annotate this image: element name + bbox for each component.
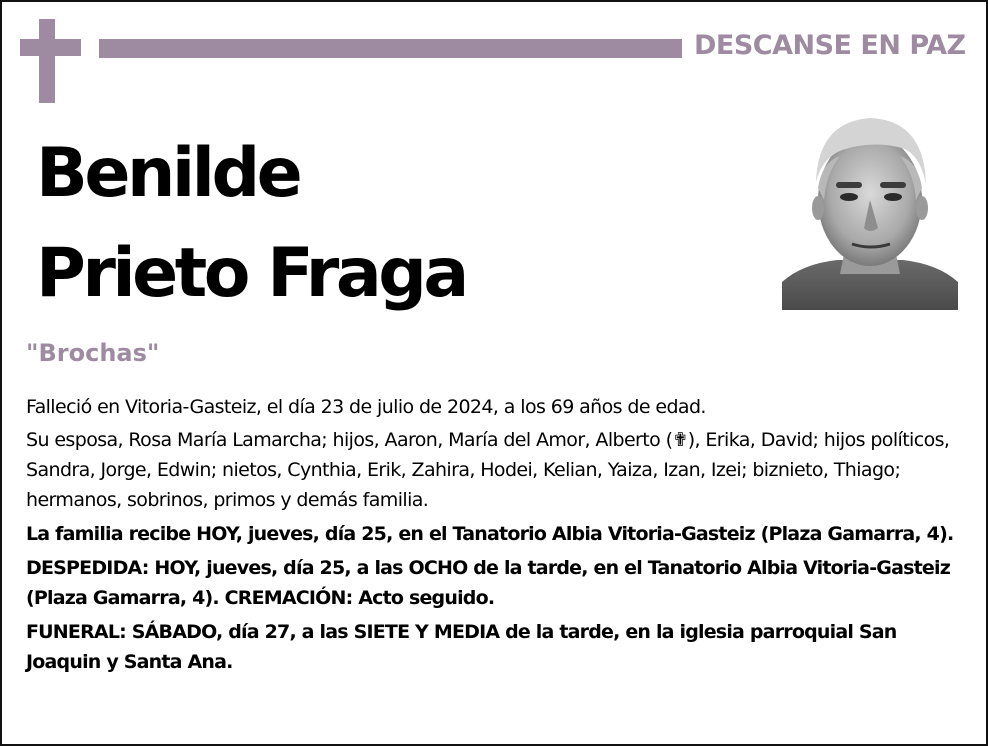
obituary-body <box>26 392 961 677</box>
family-list: Su esposa, Rosa María Lamarcha; hijos, Aaron, María del Amor, Alberto (✟), Erika, David; hijos políticos, Sandra, Jorge, Edwin; nietos, Cynthia, Erik, Zahira, Hodei, Kelian, Yaiza, Izan, Izei; biznieto, Thiago; hermanos, sobrinos, primos y demás familia. <box>26 429 950 511</box>
funeral-notice: FUNERAL: SÁBADO, día 27, a las SIETE Y MEDIA de la tarde, en la iglesia parroquial San Joaquin y Santa Ana. <box>26 621 897 673</box>
portrait-image <box>782 104 958 310</box>
deceased-first-name: Benilde <box>36 134 300 213</box>
death-notice: Falleció en Vitoria-Gasteiz, el día 23 de julio de 2024, a los 69 años de edad. <box>26 396 706 418</box>
header-rule <box>99 39 682 58</box>
portrait-photo <box>782 104 958 310</box>
deceased-surname: Prieto Fraga <box>36 234 466 313</box>
banner-title: DESCANSE EN PAZ <box>694 30 966 61</box>
cross-icon-horizontal <box>20 39 81 56</box>
cross-icon-vertical <box>39 19 55 103</box>
deceased-nickname: "Brochas" <box>26 339 160 367</box>
farewell-notice: DESPEDIDA: HOY, jueves, día 25, a las OCHO de la tarde, en el Tanatorio Albia Vitoria-Gasteiz (Plaza Gamarra, 4). CREMACIÓN: Acto seguido. <box>26 557 950 609</box>
wake-notice: La familia recibe HOY, jueves, día 25, en el Tanatorio Albia Vitoria-Gasteiz (Plaza Gamarra, 4). <box>26 523 954 545</box>
